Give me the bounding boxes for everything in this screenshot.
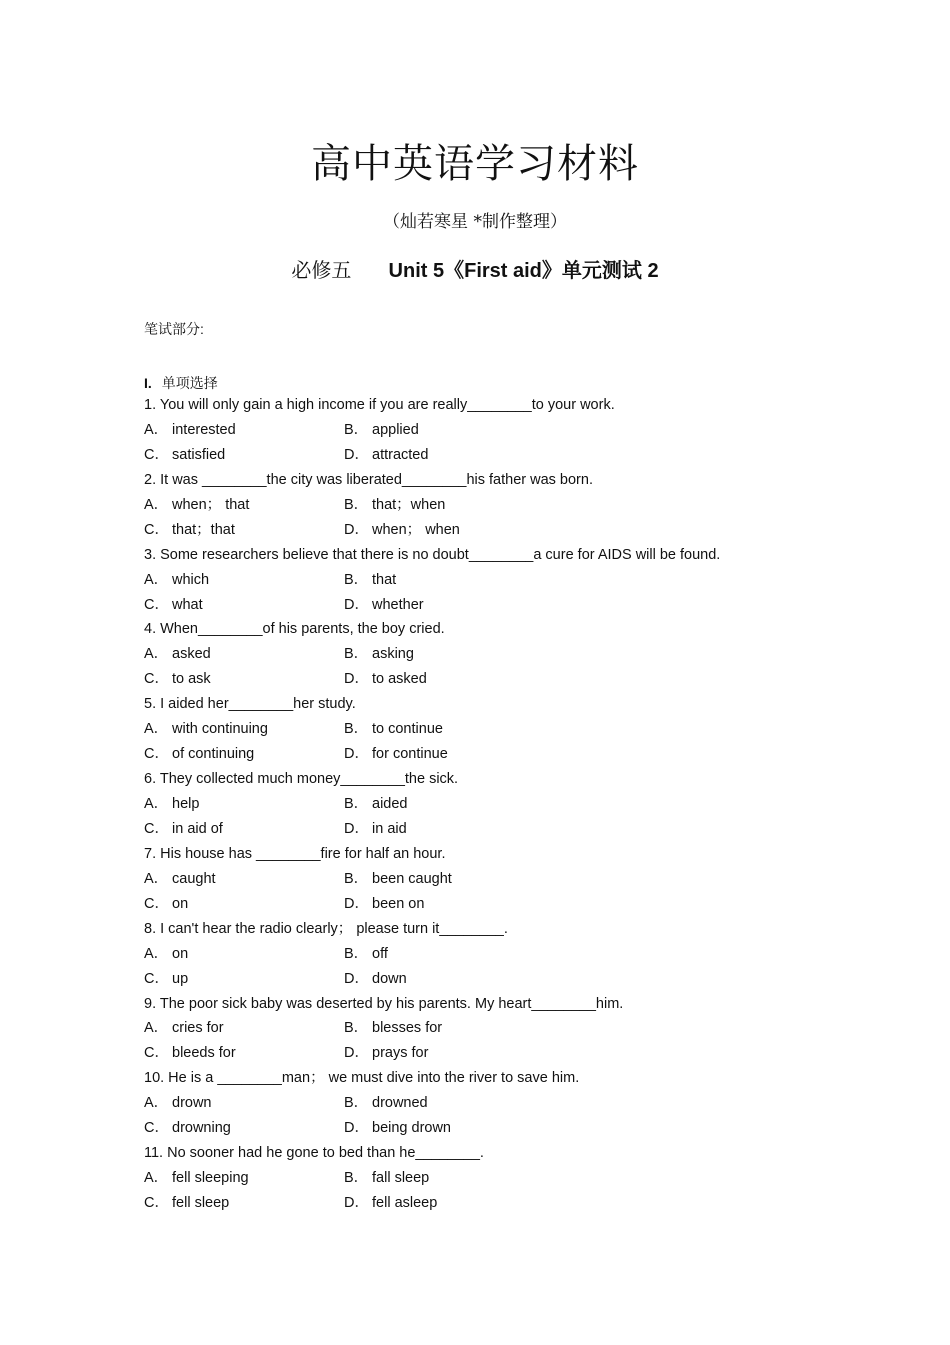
option-text: which [172, 571, 210, 588]
option-text: with continuing [172, 721, 268, 738]
option-letter: D． [344, 970, 369, 987]
section-label: 笔试部分: [144, 321, 204, 337]
option-text: applied [372, 421, 419, 438]
option-row [144, 443, 824, 468]
option-text: been on [372, 895, 425, 912]
answer-option [344, 792, 407, 817]
answer-option [144, 642, 211, 667]
option-row [144, 742, 824, 767]
answer-option [344, 493, 445, 518]
option-text: bleeds for [172, 1045, 236, 1062]
answer-option [144, 892, 188, 917]
option-row [144, 568, 824, 593]
option-text: attracted [372, 446, 429, 463]
option-text: down [372, 970, 407, 987]
option-letter: B． [344, 496, 369, 513]
option-letter: B． [344, 870, 369, 887]
option-letter: B． [344, 646, 369, 663]
option-letter: B． [344, 796, 369, 812]
option-row [144, 1016, 824, 1041]
option-row [144, 867, 824, 892]
option-text: drowning [172, 1120, 231, 1137]
answer-option [144, 967, 188, 992]
option-letter: A． [144, 571, 169, 588]
option-letter: D． [344, 895, 369, 912]
option-letter: C． [144, 1195, 169, 1211]
option-text: asking [372, 646, 414, 663]
option-text: to asked [372, 671, 427, 688]
answer-option [344, 593, 424, 618]
answer-option [144, 1041, 236, 1066]
option-row [144, 493, 824, 518]
option-row [144, 717, 824, 742]
option-text: when； that [172, 496, 250, 513]
option-text: asked [172, 646, 211, 663]
option-row [144, 892, 824, 917]
option-text: satisfied [172, 446, 226, 463]
option-letter: B． [344, 1095, 369, 1112]
option-row [144, 1166, 824, 1191]
option-row [144, 1091, 824, 1116]
answer-option [344, 817, 407, 842]
answer-option [144, 1166, 249, 1191]
answer-option [144, 418, 236, 443]
answer-option [344, 867, 452, 892]
option-letter: C． [144, 820, 169, 837]
option-letter: D． [344, 596, 369, 613]
option-row [144, 942, 824, 967]
option-text: what [172, 596, 203, 613]
option-letter: B． [344, 1020, 369, 1037]
answer-option [344, 568, 396, 593]
answer-option [344, 518, 460, 543]
option-text: to ask [172, 671, 211, 688]
option-text: of continuing [172, 746, 255, 763]
answer-option [144, 1016, 224, 1041]
answer-option [144, 593, 203, 618]
answer-option [344, 418, 419, 443]
answer-option [144, 792, 199, 817]
answer-option [344, 1191, 437, 1216]
option-row [144, 967, 824, 992]
option-row [144, 817, 824, 842]
question-stem: 1. You will only gain a high income if you are really________to your work. [144, 397, 615, 413]
option-letter: C． [144, 446, 169, 463]
option-letter: A． [144, 721, 169, 738]
question-list [144, 393, 824, 1216]
option-text: fell asleep [372, 1195, 438, 1211]
credit-line: （灿若寒星 *制作整理） [383, 212, 567, 232]
answer-option [144, 443, 225, 468]
option-row [144, 1116, 824, 1141]
answer-option [144, 568, 209, 593]
option-letter: B． [344, 721, 369, 738]
option-text: fell sleep [172, 1195, 230, 1211]
option-letter: A． [144, 646, 169, 663]
answer-option [144, 1091, 212, 1116]
option-letter: C． [144, 1120, 169, 1137]
option-row [144, 1191, 824, 1216]
part-number: I. [144, 375, 152, 391]
answer-option [344, 1016, 442, 1041]
option-letter: A． [144, 421, 169, 438]
answer-option [344, 717, 443, 742]
unit-name: Unit 5《First aid》单元测试 2 [388, 260, 659, 282]
question-stem: 7. His house has ________fire for half an hour. [144, 845, 446, 862]
option-text: fell sleeping [172, 1170, 249, 1187]
question-stem: 5. I aided her________her study. [144, 696, 356, 713]
question-stem: 9. The poor sick baby was deserted by his parents. My heart________him. [144, 995, 624, 1012]
option-letter: D． [344, 746, 369, 763]
option-letter: A． [144, 945, 169, 962]
option-text: to continue [372, 721, 443, 738]
option-letter: A． [144, 796, 169, 812]
option-text: aided [372, 796, 408, 812]
option-letter: D． [344, 521, 369, 538]
question-stem: 3. Some researchers believe that there is no doubt________a cure for AIDS will be found. [144, 546, 721, 563]
option-letter: B． [344, 571, 369, 588]
option-text: blesses for [372, 1020, 443, 1037]
answer-option [144, 817, 223, 842]
option-letter: D． [344, 671, 369, 688]
option-letter: A． [144, 1095, 169, 1112]
answer-option [144, 667, 211, 692]
option-text: that [372, 571, 397, 588]
option-letter: A． [144, 1020, 169, 1037]
option-text: being drown [372, 1120, 451, 1137]
option-text: whether [372, 596, 424, 613]
answer-option [344, 892, 424, 917]
option-letter: C． [144, 1045, 169, 1062]
answer-option [144, 518, 235, 543]
option-letter: C． [144, 970, 169, 987]
answer-option [344, 967, 407, 992]
answer-option [344, 1091, 428, 1116]
option-text: prays for [372, 1045, 429, 1062]
option-letter: C． [144, 521, 169, 538]
option-letter: A． [144, 496, 169, 513]
option-letter: A． [144, 870, 169, 887]
option-text: up [172, 970, 189, 987]
option-row [144, 667, 824, 692]
option-letter: B． [344, 945, 369, 962]
answer-option [344, 942, 388, 967]
option-letter: B． [344, 1170, 369, 1187]
answer-option [144, 867, 216, 892]
option-text: off [372, 945, 388, 962]
option-letter: D． [344, 446, 369, 463]
option-letter: C． [144, 895, 169, 912]
option-row [144, 642, 824, 667]
option-row [144, 418, 824, 443]
question-stem: 4. When________of his parents, the boy cried. [144, 621, 445, 638]
option-letter: A． [144, 1170, 169, 1187]
option-letter: D． [344, 820, 369, 837]
option-text: when； when [372, 521, 460, 538]
option-text: interested [172, 421, 236, 438]
option-letter: D． [344, 1045, 369, 1062]
answer-option [144, 493, 249, 518]
option-text: that；that [172, 521, 235, 538]
option-text: in aid of [172, 820, 223, 837]
option-letter: C． [144, 596, 169, 613]
question-stem: 8. I can't hear the radio clearly； please turn it________. [144, 920, 508, 937]
answer-option [344, 443, 428, 468]
option-text: drown [172, 1095, 212, 1112]
unit-prefix: 必修五 [291, 260, 352, 282]
option-text: help [172, 796, 200, 812]
option-text: drowned [372, 1095, 428, 1112]
answer-option [144, 742, 254, 767]
option-letter: C． [144, 671, 169, 688]
option-row [144, 518, 824, 543]
question-stem: 10. He is a ________man； we must dive into the river to save him. [144, 1070, 580, 1087]
answer-option [144, 942, 188, 967]
option-text: been caught [372, 870, 452, 887]
option-letter: D． [344, 1120, 369, 1137]
option-row [144, 792, 824, 817]
option-text: that；when [372, 496, 446, 513]
answer-option [344, 1166, 429, 1191]
answer-option [144, 717, 268, 742]
answer-option [344, 642, 414, 667]
answer-option [144, 1191, 229, 1216]
question-stem: 2. It was ________the city was liberated________his father was born. [144, 471, 593, 488]
option-text: fall sleep [372, 1170, 430, 1187]
option-text: for continue [372, 746, 448, 763]
option-text: caught [172, 870, 216, 887]
option-row [144, 593, 824, 618]
option-letter: C． [144, 746, 169, 763]
option-text: on [172, 895, 189, 912]
option-text: cries for [172, 1020, 224, 1037]
answer-option [344, 1041, 428, 1066]
option-letter: D． [344, 1195, 369, 1211]
option-text: on [172, 945, 189, 962]
page-title: 高中英语学习材料 [311, 141, 639, 187]
part-title: 单项选择 [161, 375, 218, 391]
unit-title [0, 254, 950, 283]
part-heading [144, 373, 218, 393]
option-row [144, 1041, 824, 1066]
answer-option [144, 1116, 231, 1141]
option-text: in aid [372, 820, 407, 837]
answer-option [344, 667, 427, 692]
question-stem: 11. No sooner had he gone to bed than he________. [144, 1145, 484, 1162]
question-stem: 6. They collected much money________the sick. [144, 771, 459, 788]
answer-option [344, 742, 448, 767]
option-letter: B． [344, 421, 369, 438]
answer-option [344, 1116, 451, 1141]
